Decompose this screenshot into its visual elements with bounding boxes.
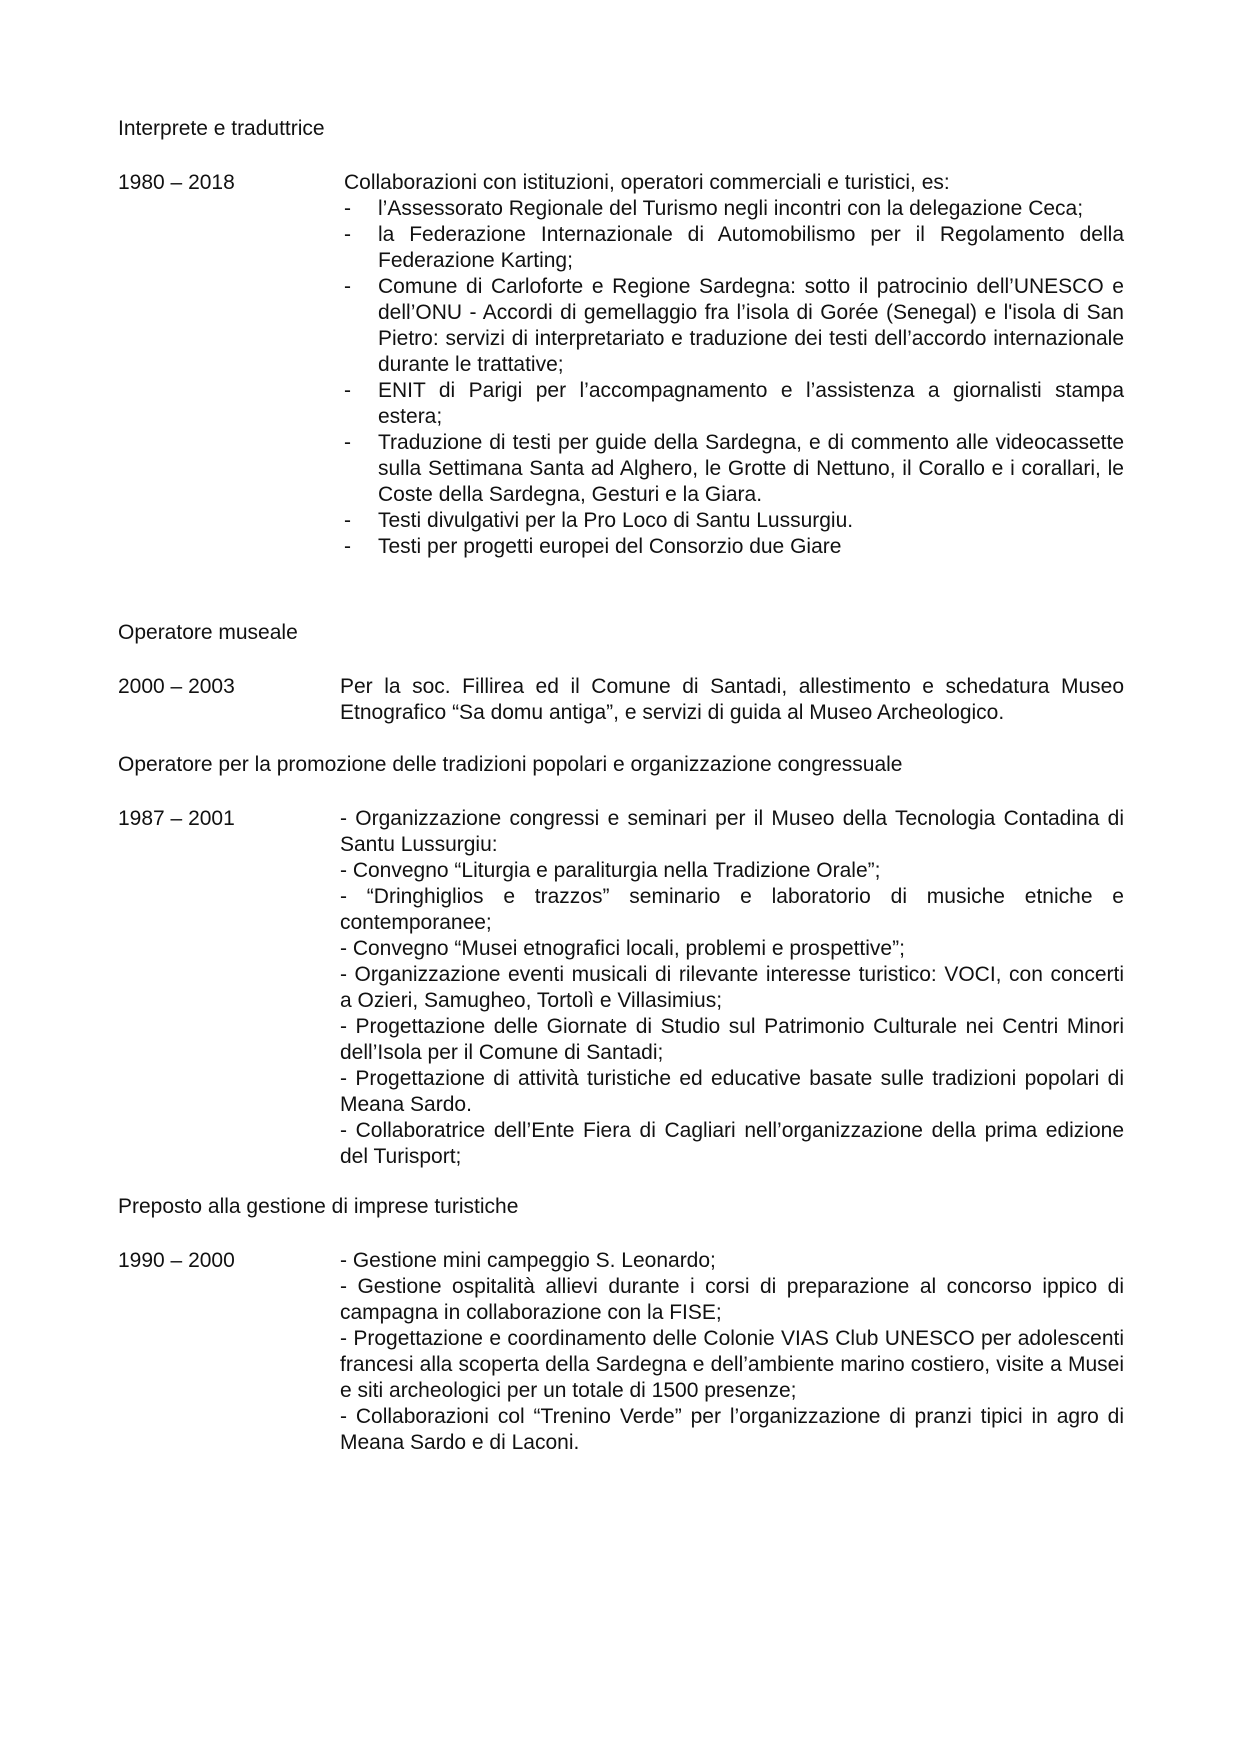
section-title-promozione: Operatore per la promozione delle tradizioni popolari e organizzazione congressuale — [118, 753, 903, 776]
entry-line: - Progettazione delle Giornate di Studio sul Patrimonio Culturale nei Centri Minori dell’Isola per il Comune di Santadi; — [340, 1015, 1124, 1064]
entry-years: 2000 – 2003 — [118, 675, 235, 698]
list-item — [340, 378, 1124, 430]
list-item — [340, 534, 1124, 560]
list-item-text: Traduzione di testi per guide della Sardegna, e di commento alle videocassette sulla Settimana Santa ad Alghero, le Grotte di Nettuno, il Corallo e i corallari, le Coste della Sardegna, Gesturi e la Giara. — [378, 431, 1124, 506]
dash-bullet: - — [344, 431, 351, 454]
dash-bullet: - — [344, 535, 351, 558]
entry-intro: Collaborazioni con istituzioni, operatori commerciali e turistici, es: — [344, 171, 950, 194]
entry-line: - Organizzazione eventi musicali di rilevante interesse turistico: VOCI, con concerti a Ozieri, Samugheo, Tortolì e Villasimius; — [340, 963, 1124, 1012]
list-item — [340, 274, 1124, 378]
section-title-museale: Operatore museale — [118, 621, 298, 644]
entry-text: Per la soc. Fillirea ed il Comune di Santadi, allestimento e schedatura Museo Etnografico “Sa domu antiga”, e servizi di guida al Museo Archeologico. — [340, 675, 1124, 724]
section-title-interprete: Interprete e traduttrice — [118, 117, 325, 140]
list-item — [340, 196, 1124, 222]
list-item-text: Testi divulgativi per la Pro Loco di Santu Lussurgiu. — [378, 509, 854, 532]
list-item-text: Testi per progetti europei del Consorzio due Giare — [378, 535, 842, 558]
entry-line: - Organizzazione congressi e seminari per il Museo della Tecnologia Contadina di Santu Lussurgiu: — [340, 807, 1124, 856]
dash-bullet: - — [344, 509, 351, 532]
entry-line: - Convegno “Musei etnografici locali, problemi e prospettive”; — [340, 937, 905, 960]
entry-line: - Progettazione e coordinamento delle Colonie VIAS Club UNESCO per adolescenti francesi alla scoperta della Sardegna e dell’ambiente marino costiero, visite a Musei e siti archeologici per un totale di 1500 presenze; — [340, 1327, 1124, 1402]
entry-body — [340, 170, 1124, 560]
entry-line: - Progettazione di attività turistiche ed educative basate sulle tradizioni popolari di Meana Sardo. — [340, 1067, 1124, 1116]
entry-years: 1990 – 2000 — [118, 1249, 235, 1272]
list-item — [340, 222, 1124, 274]
bullet-list — [340, 196, 1124, 560]
dash-bullet: - — [344, 197, 351, 220]
list-item-text: l’Assessorato Regionale del Turismo negli incontri con la delegazione Ceca; — [378, 197, 1084, 220]
list-item — [340, 430, 1124, 508]
list-item-text: ENIT di Parigi per l’accompagnamento e l’assistenza a giornalisti stampa estera; — [378, 379, 1124, 428]
entry-line: - Convegno “Liturgia e paraliturgia nella Tradizione Orale”; — [340, 859, 881, 882]
entry-line: - Gestione mini campeggio S. Leonardo; — [340, 1249, 716, 1272]
entry-body — [340, 674, 1124, 726]
entry-line: - Gestione ospitalità allievi durante i corsi di preparazione al concorso ippico di campagna in collaborazione con la FISE; — [340, 1275, 1124, 1324]
entry-line: - Collaborazioni col “Trenino Verde” per l’organizzazione di pranzi tipici in agro di Meana Sardo e di Laconi. — [340, 1405, 1124, 1454]
list-item — [340, 508, 1124, 534]
section-title-imprese: Preposto alla gestione di imprese turistiche — [118, 1195, 519, 1218]
dash-bullet: - — [344, 275, 351, 298]
entry-years: 1980 – 2018 — [118, 171, 235, 194]
list-item-text: la Federazione Internazionale di Automobilismo per il Regolamento della Federazione Karting; — [378, 223, 1124, 272]
entry-body — [340, 1248, 1124, 1456]
dash-bullet: - — [344, 379, 351, 402]
entry-line: - Collaboratrice dell’Ente Fiera di Cagliari nell’organizzazione della prima edizione del Turisport; — [340, 1119, 1124, 1168]
entry-body — [340, 806, 1124, 1170]
entry-years: 1987 – 2001 — [118, 807, 235, 830]
dash-bullet: - — [344, 223, 351, 246]
list-item-text: Comune di Carloforte e Regione Sardegna: sotto il patrocinio dell’UNESCO e dell’ONU - Accordi di gemellaggio fra l’isola di Gorée (Senegal) e l'isola di San Pietro: servizi di interpretariato e traduzione dei testi dell’accordo internazionale durante le trattative; — [378, 275, 1124, 376]
entry-line: - “Dringhiglios e trazzos” seminario e laboratorio di musiche etniche e contemporanee; — [340, 885, 1124, 934]
